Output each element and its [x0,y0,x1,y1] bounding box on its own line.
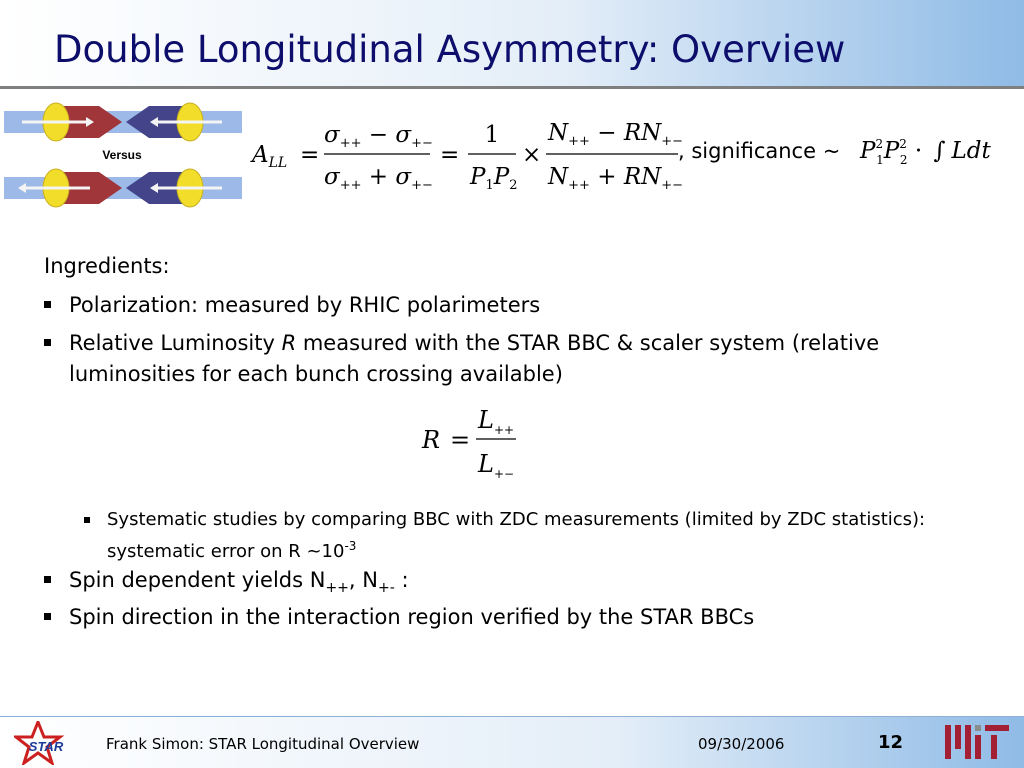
eq-sigma-denominator: $\sigma_{++} + \sigma_{+-}$ [324,164,433,192]
mit-bar-icon [975,725,981,731]
square-bullet-icon [44,613,51,620]
title-bar [0,0,1024,86]
ingredients-label: Ingredients: [44,254,170,278]
mit-bar-icon [965,725,971,759]
eq-a-subscript: LL [268,155,288,171]
mit-bar-icon [985,725,1009,731]
square-bullet-icon [44,576,51,583]
mit-logo [945,725,1009,759]
eq-r-symbol: R [422,426,441,454]
square-bullet-icon [44,301,51,308]
slide-title: Double Longitudinal Asymmetry: Overview [54,28,846,71]
eq-one: 1 [484,122,500,148]
star-logo [14,721,74,765]
mit-bar-icon [975,735,981,759]
eq-polarization-product: $P_1P_2$ [470,164,518,192]
eq-n-denominator: $N_{++} + RN_{+-}$ [548,164,684,192]
svg-text:ALL [250,142,287,171]
footer-bar [0,717,1024,768]
mit-bar-icon [945,725,951,759]
spin-collision-graphic [4,100,244,208]
footer-date: 09/30/2006 [698,735,785,753]
parallel-spins-row [4,103,242,141]
eq-significance-label: , significance ~ [678,139,841,163]
eq-n-numerator: $N_{++} - RN_{+-}$ [548,120,684,149]
star-logo-text: STAR [28,739,64,754]
square-bullet-icon [84,517,90,523]
eq-r-denominator: $L_{+-}$ [478,450,515,481]
mit-bar-icon [991,735,997,759]
eq-a-symbol: A [252,142,269,168]
eq-r-equals: = [450,426,471,454]
asymmetry-equation [250,112,1020,192]
title-divider [0,86,1024,89]
footer-author: Frank Simon: STAR Longitudinal Overview [106,735,420,753]
eq-sigma-numerator: $\sigma_{++} - \sigma_{+-}$ [324,122,433,151]
eq-significance-expression: $P^2$ $1P^2$ 2 · ∫ Ldt [860,137,991,167]
eq-r-numerator: $L_{++}$ [478,406,515,437]
relative-luminosity-equation [418,400,528,484]
page-number: 12 [878,732,904,753]
eq-times: × [522,142,542,168]
antiparallel-spins-row [4,169,242,207]
eq-equals-1: = [300,142,320,168]
eq-equals-2: = [440,142,460,168]
square-bullet-icon [44,339,51,346]
versus-label: Versus [102,148,142,162]
mit-bar-icon [955,725,961,749]
